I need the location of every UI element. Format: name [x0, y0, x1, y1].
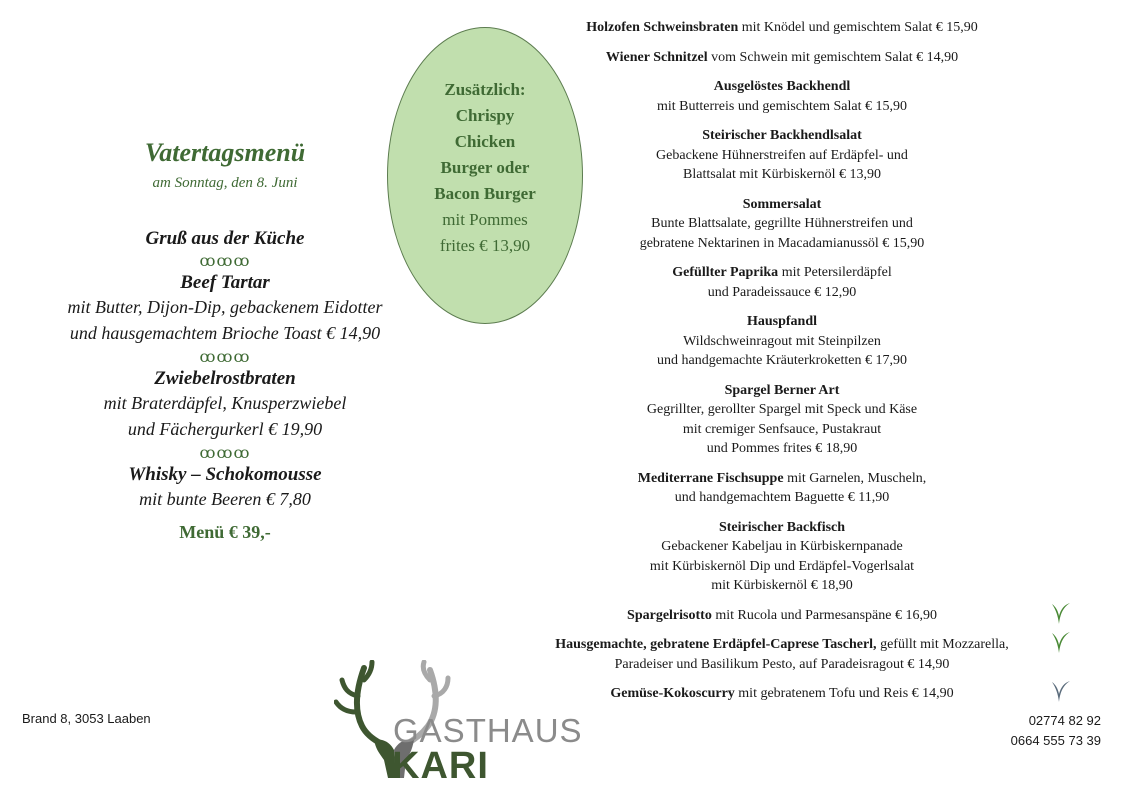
course-title: Beef Tartar	[180, 272, 270, 293]
ornament-divider: ꝏꝏꝏ	[199, 443, 251, 462]
dish-name: Spargelrisotto	[627, 607, 712, 623]
vegetarian-leaf-icon	[1048, 600, 1074, 626]
dish-name: Gefüllter Paprika	[672, 265, 779, 280]
dish-list	[532, 18, 1032, 714]
dish-desc: Wildschweinragout mit Steinpilzen	[683, 333, 881, 349]
vegan-leaf-icon	[1048, 678, 1074, 704]
dish-name: Ausgelöstes Backhendl	[713, 79, 851, 94]
dish-desc: mit Rucola und Parmesanspäne € 16,90	[711, 607, 937, 623]
dish-desc: Blattsalat mit Kürbiskernöl € 13,90	[683, 167, 881, 182]
dish-item	[532, 195, 1032, 254]
dish-desc: mit Garnelen, Muscheln,	[783, 470, 927, 486]
dish-name: Wiener Schnitzel	[605, 49, 708, 65]
dish-name: Mediterrane Fischsuppe	[637, 470, 784, 486]
course-title: Gruß aus der Küche	[145, 228, 305, 249]
dish-desc: und handgemachte Kräuterkroketten € 17,90	[657, 353, 907, 368]
dish-name: Hauspfandl	[746, 314, 818, 329]
offer-line: frites € 13,90	[439, 236, 531, 255]
phone-landline: 02774 82 92	[1028, 713, 1101, 728]
dish-desc: Gebackener Kabeljau in Kürbiskernpanade	[661, 539, 903, 554]
dish-item	[532, 606, 1032, 626]
dish-desc: mit Butterreis und gemischtem Salat € 15,90	[656, 98, 908, 114]
dish-desc: und handgemachtem Baguette € 11,90	[674, 490, 890, 505]
menu-price: Menü € 39,-	[179, 522, 271, 542]
ornament-divider: ꝏꝏꝏ	[199, 251, 251, 270]
dish-desc: Bunte Blattsalate, gegrillte Hühnerstreifen und	[651, 216, 913, 231]
course-desc: mit Butter, Dijon-Dip, gebackenem Eidotter	[67, 297, 383, 317]
dish-item	[532, 518, 1032, 596]
dish-name: Gemüse-Kokoscurry	[610, 686, 735, 701]
dish-name: Sommersalat	[742, 196, 822, 212]
course-title: Whisky – Schokomousse	[128, 464, 322, 485]
dish-desc: mit Knödel und gemischtem Salat € 15,90	[738, 20, 978, 35]
offer-line: Burger oder	[440, 158, 530, 177]
dish-item	[532, 312, 1032, 371]
address: Brand 8, 3053 Laaben	[22, 711, 151, 726]
dish-desc: gefüllt mit Mozzarella,	[876, 637, 1009, 652]
dish-desc: Paradeiser und Basilikum Pesto, auf Paradeisragout € 14,90	[614, 656, 950, 672]
dish-item	[532, 469, 1032, 508]
dish-item	[532, 381, 1032, 459]
dish-name: Hausgemachte, gebratene Erdäpfel-Caprese Tascherl,	[555, 637, 877, 652]
dish-desc: mit gebratenem Tofu und Reis € 14,90	[734, 686, 954, 701]
dish-item	[532, 263, 1032, 302]
offer-line: mit Pommes	[442, 210, 528, 229]
dish-desc: mit Kürbiskernöl Dip und Erdäpfel-Vogerlsalat	[649, 558, 915, 574]
dish-desc: mit cremiger Senfsauce, Pustakraut	[682, 421, 882, 437]
offer-line: Zusätzlich:	[444, 80, 526, 99]
dish-desc: gebratene Nektarinen in Macadamianussöl € 15,90	[639, 235, 925, 251]
dish-item	[532, 684, 1032, 704]
dish-desc: Gebackene Hühnerstreifen auf Erdäpfel- und	[656, 147, 908, 163]
fathers-day-menu	[40, 138, 410, 543]
dish-name: Steirischer Backfisch	[718, 519, 846, 535]
offer-line: Chrispy	[455, 106, 515, 125]
course-title: Zwiebelrostbraten	[154, 368, 296, 389]
dish-desc: und Pommes frites € 18,90	[706, 441, 858, 456]
phone-mobile: 0664 555 73 39	[1010, 733, 1101, 748]
vegetarian-leaf-icon	[1048, 629, 1074, 655]
course-desc: mit Braterdäpfel, Knusperzwiebel	[103, 393, 347, 413]
dish-item	[532, 77, 1032, 116]
dish-desc: vom Schwein mit gemischtem Salat € 14,90	[707, 49, 959, 65]
dish-desc: Gegrillter, gerollter Spargel mit Speck und Käse	[646, 402, 918, 417]
course-desc: und Fächergurkerl € 19,90	[127, 419, 323, 439]
dish-desc: und Paradeissauce € 12,90	[707, 284, 857, 300]
logo-text-kari: KARI	[392, 745, 489, 787]
menu-date: am Sonntag, den 8. Juni	[152, 175, 298, 191]
course-desc: mit bunte Beeren € 7,80	[139, 489, 311, 509]
dish-item	[532, 48, 1032, 68]
course-desc: und hausgemachtem Brioche Toast € 14,90	[69, 323, 381, 343]
menu-title: Vatertagsmenü	[144, 138, 306, 167]
ornament-divider: ꝏꝏꝏ	[199, 347, 251, 366]
dish-desc: mit Petersilerdäpfel	[778, 265, 892, 280]
dish-name: Holzofen Schweinsbraten	[586, 20, 739, 35]
logo-text-gasthaus: GASTHAUS	[393, 712, 583, 749]
dish-name: Steirischer Backhendlsalat	[702, 128, 862, 143]
dish-item	[532, 635, 1032, 674]
offer-line: Chicken	[454, 132, 516, 151]
offer-line: Bacon Burger	[434, 184, 536, 203]
dish-item	[532, 126, 1032, 185]
dish-desc: mit Kürbiskernöl € 18,90	[711, 578, 853, 593]
phone-numbers	[1011, 711, 1101, 751]
dish-name: Spargel Berner Art	[724, 382, 840, 398]
dish-item	[532, 18, 1032, 38]
